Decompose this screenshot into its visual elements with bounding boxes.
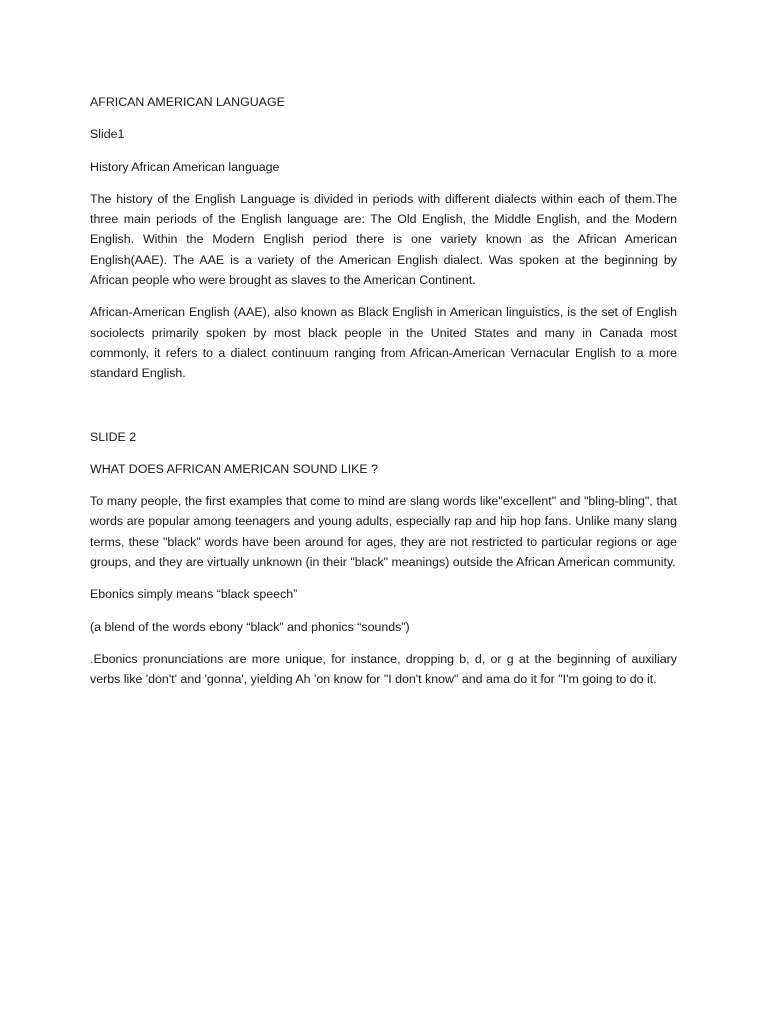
slide2-ebonics-blend: (a blend of the words ebony “black” and phonics “sounds”) bbox=[90, 619, 410, 634]
slide1-subtitle: History African American language bbox=[90, 159, 280, 174]
slide2-ebonics-definition: Ebonics simply means “black speech” bbox=[90, 587, 298, 602]
slide2-paragraph-pronunciations: .Ebonics pronunciations are more unique, for instance, dropping b, d, or g at the beginning of auxiliary verbs like 'don't' and 'gonna', yielding Ah 'on know for "I don't know" and ama do it for "I'm going to do it. bbox=[90, 651, 677, 687]
slide1-paragraph-history: The history of the English Language is divided in periods with different dialects within each of them.The three main periods of the English language are: The Old English, the Middle English, and the Modern English. Within the Modern English period there is one variety known as the African American English(AAE). The AAE is a variety of the American English dialect. Was spoken at the beginning by African people who were brought as slaves to the American Continent. bbox=[90, 191, 677, 288]
document-body bbox=[90, 92, 677, 702]
slide2-heading: SLIDE 2 bbox=[90, 429, 137, 444]
section-gap bbox=[90, 396, 677, 427]
slide1-paragraph-aae: African-American English (AAE), also known as Black English in American linguistics, is the set of English sociolects primarily spoken by most black people in the United States and many in Canada most commonly, it refers to a dialect continuum ranging from African-American Vernacular English to a more standard English. bbox=[90, 305, 677, 381]
slide2-paragraph-slang: To many people, the first examples that come to mind are slang words like"excellent" and "bling-bling", that words are popular among teenagers and young adults, especially rap and hip hop fans. Unlike many slang terms, these "black" words have been around for ages, they are not restricted to particular regions or age groups, and they are virtually unknown (in their "black" meanings) outside the African American community. bbox=[90, 494, 677, 570]
slide2-question: WHAT DOES AFRICAN AMERICAN SOUND LIKE ? bbox=[90, 461, 379, 476]
document-title: AFRICAN AMERICAN LANGUAGE bbox=[90, 95, 285, 109]
slide1-heading: Slide1 bbox=[90, 127, 125, 142]
